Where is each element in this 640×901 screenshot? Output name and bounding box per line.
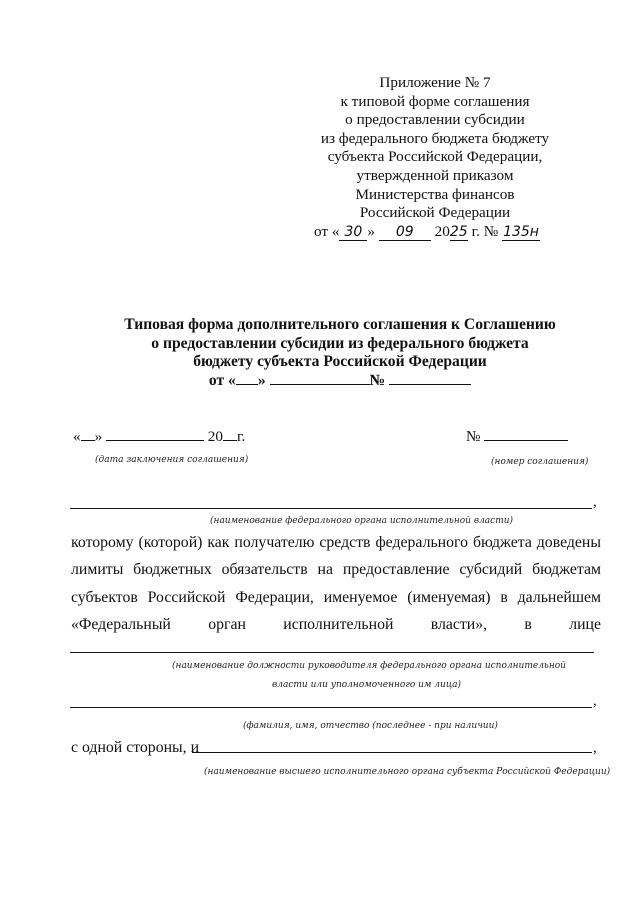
order-month-handwritten: 09	[379, 225, 431, 241]
title-quote-close: »	[257, 371, 266, 389]
appendix-order-date	[314, 223, 570, 242]
head-position-note: (наименование должности руководителя федерального органа исполнительной	[172, 661, 566, 671]
appendix-line: к типовой форме соглашения	[340, 92, 530, 110]
agreement-body-text	[71, 529, 601, 638]
body-line-text: субъектов Российской Федерации, именуемое (именуемая) в дальнейшем	[71, 588, 601, 606]
agreement-year-suffix: г.	[236, 428, 246, 445]
body-line	[71, 584, 601, 611]
year-after: г. №	[467, 222, 499, 240]
date-quote-close: »	[367, 222, 376, 240]
title-month-blank[interactable]	[270, 372, 370, 385]
title-line: Типовая форма дополнительного соглашения к Соглашению	[124, 316, 556, 333]
body-line	[71, 529, 601, 556]
one-side-text: с одной стороны, и	[71, 739, 200, 756]
year-prefix: 20	[434, 222, 450, 240]
head-position-note: власти или уполномоченного им лица)	[272, 680, 461, 690]
body-line-spaced	[71, 611, 601, 638]
date-open-quote: «	[73, 428, 81, 445]
agreement-number-label: №	[466, 428, 481, 445]
title-line: о предоставлении субсидии из федерального бюджета	[151, 334, 529, 352]
body-word: исполнительной	[283, 615, 394, 633]
title-date-prefix: от «	[208, 371, 236, 389]
title-number-blank[interactable]	[389, 372, 471, 385]
order-day-handwritten: 30	[339, 225, 367, 241]
number-note: (номер соглашения)	[491, 457, 589, 467]
comma: ,	[593, 494, 597, 510]
agreement-day-blank[interactable]	[81, 428, 95, 441]
appendix-line: утвержденной приказом	[356, 166, 514, 184]
body-word: «Федеральный	[71, 615, 171, 633]
body-word: лице	[569, 615, 601, 633]
federal-body-note: (наименование федерального органа исполнительной власти)	[210, 516, 514, 526]
appendix-line: Министерства финансов	[355, 185, 515, 203]
appendix-line: Российской Федерации	[359, 204, 511, 222]
fio-note: (фамилия, имя, отчество (последнее - при наличии)	[243, 721, 498, 731]
title-day-blank[interactable]	[236, 372, 258, 385]
agreement-number-blank[interactable]	[484, 428, 568, 441]
comma: ,	[593, 693, 597, 709]
body-word: в	[524, 615, 532, 633]
regional-body-note: (наименование высшего исполнительного органа субъекта Российской Федерации)	[204, 767, 611, 777]
order-year-handwritten: 25	[449, 223, 468, 240]
agreement-year-blank[interactable]	[223, 428, 237, 441]
agreement-year-prefix: 20	[207, 428, 223, 445]
date-close-quote: »	[94, 428, 103, 445]
order-number-handwritten: 135н	[503, 223, 539, 240]
agreement-number-row	[466, 428, 568, 446]
title-number-label: №	[369, 371, 386, 389]
title-line: бюджету субъекта Российской Федерации	[193, 353, 487, 370]
head-position-field[interactable]	[70, 652, 594, 653]
date-prefix: от «	[314, 222, 340, 240]
body-word: орган	[208, 615, 246, 633]
body-line-text: лимиты бюджетных обязательств на предоставление субсидий бюджетам	[71, 561, 601, 579]
appendix-line: из федерального бюджета бюджету	[320, 129, 550, 147]
title-date-line	[90, 372, 590, 391]
form-title	[90, 316, 590, 390]
appendix-block	[300, 74, 570, 241]
appendix-line: субъекта Российской Федерации,	[327, 148, 543, 166]
agreement-date-row	[73, 428, 245, 446]
appendix-line: о предоставлении субсидии	[345, 111, 525, 129]
date-note: (дата заключения соглашения)	[95, 455, 249, 465]
federal-body-field[interactable]	[70, 508, 592, 509]
body-line	[71, 556, 601, 583]
appendix-line: Приложение № 7	[379, 74, 491, 91]
regional-body-field[interactable]	[192, 752, 592, 753]
fio-field[interactable]	[70, 707, 592, 708]
comma: ,	[593, 740, 597, 756]
agreement-month-blank[interactable]	[106, 428, 204, 441]
body-line-text: которому (которой) как получателю средств федерального бюджета доведены	[71, 534, 601, 551]
body-word: власти»,	[430, 615, 488, 633]
